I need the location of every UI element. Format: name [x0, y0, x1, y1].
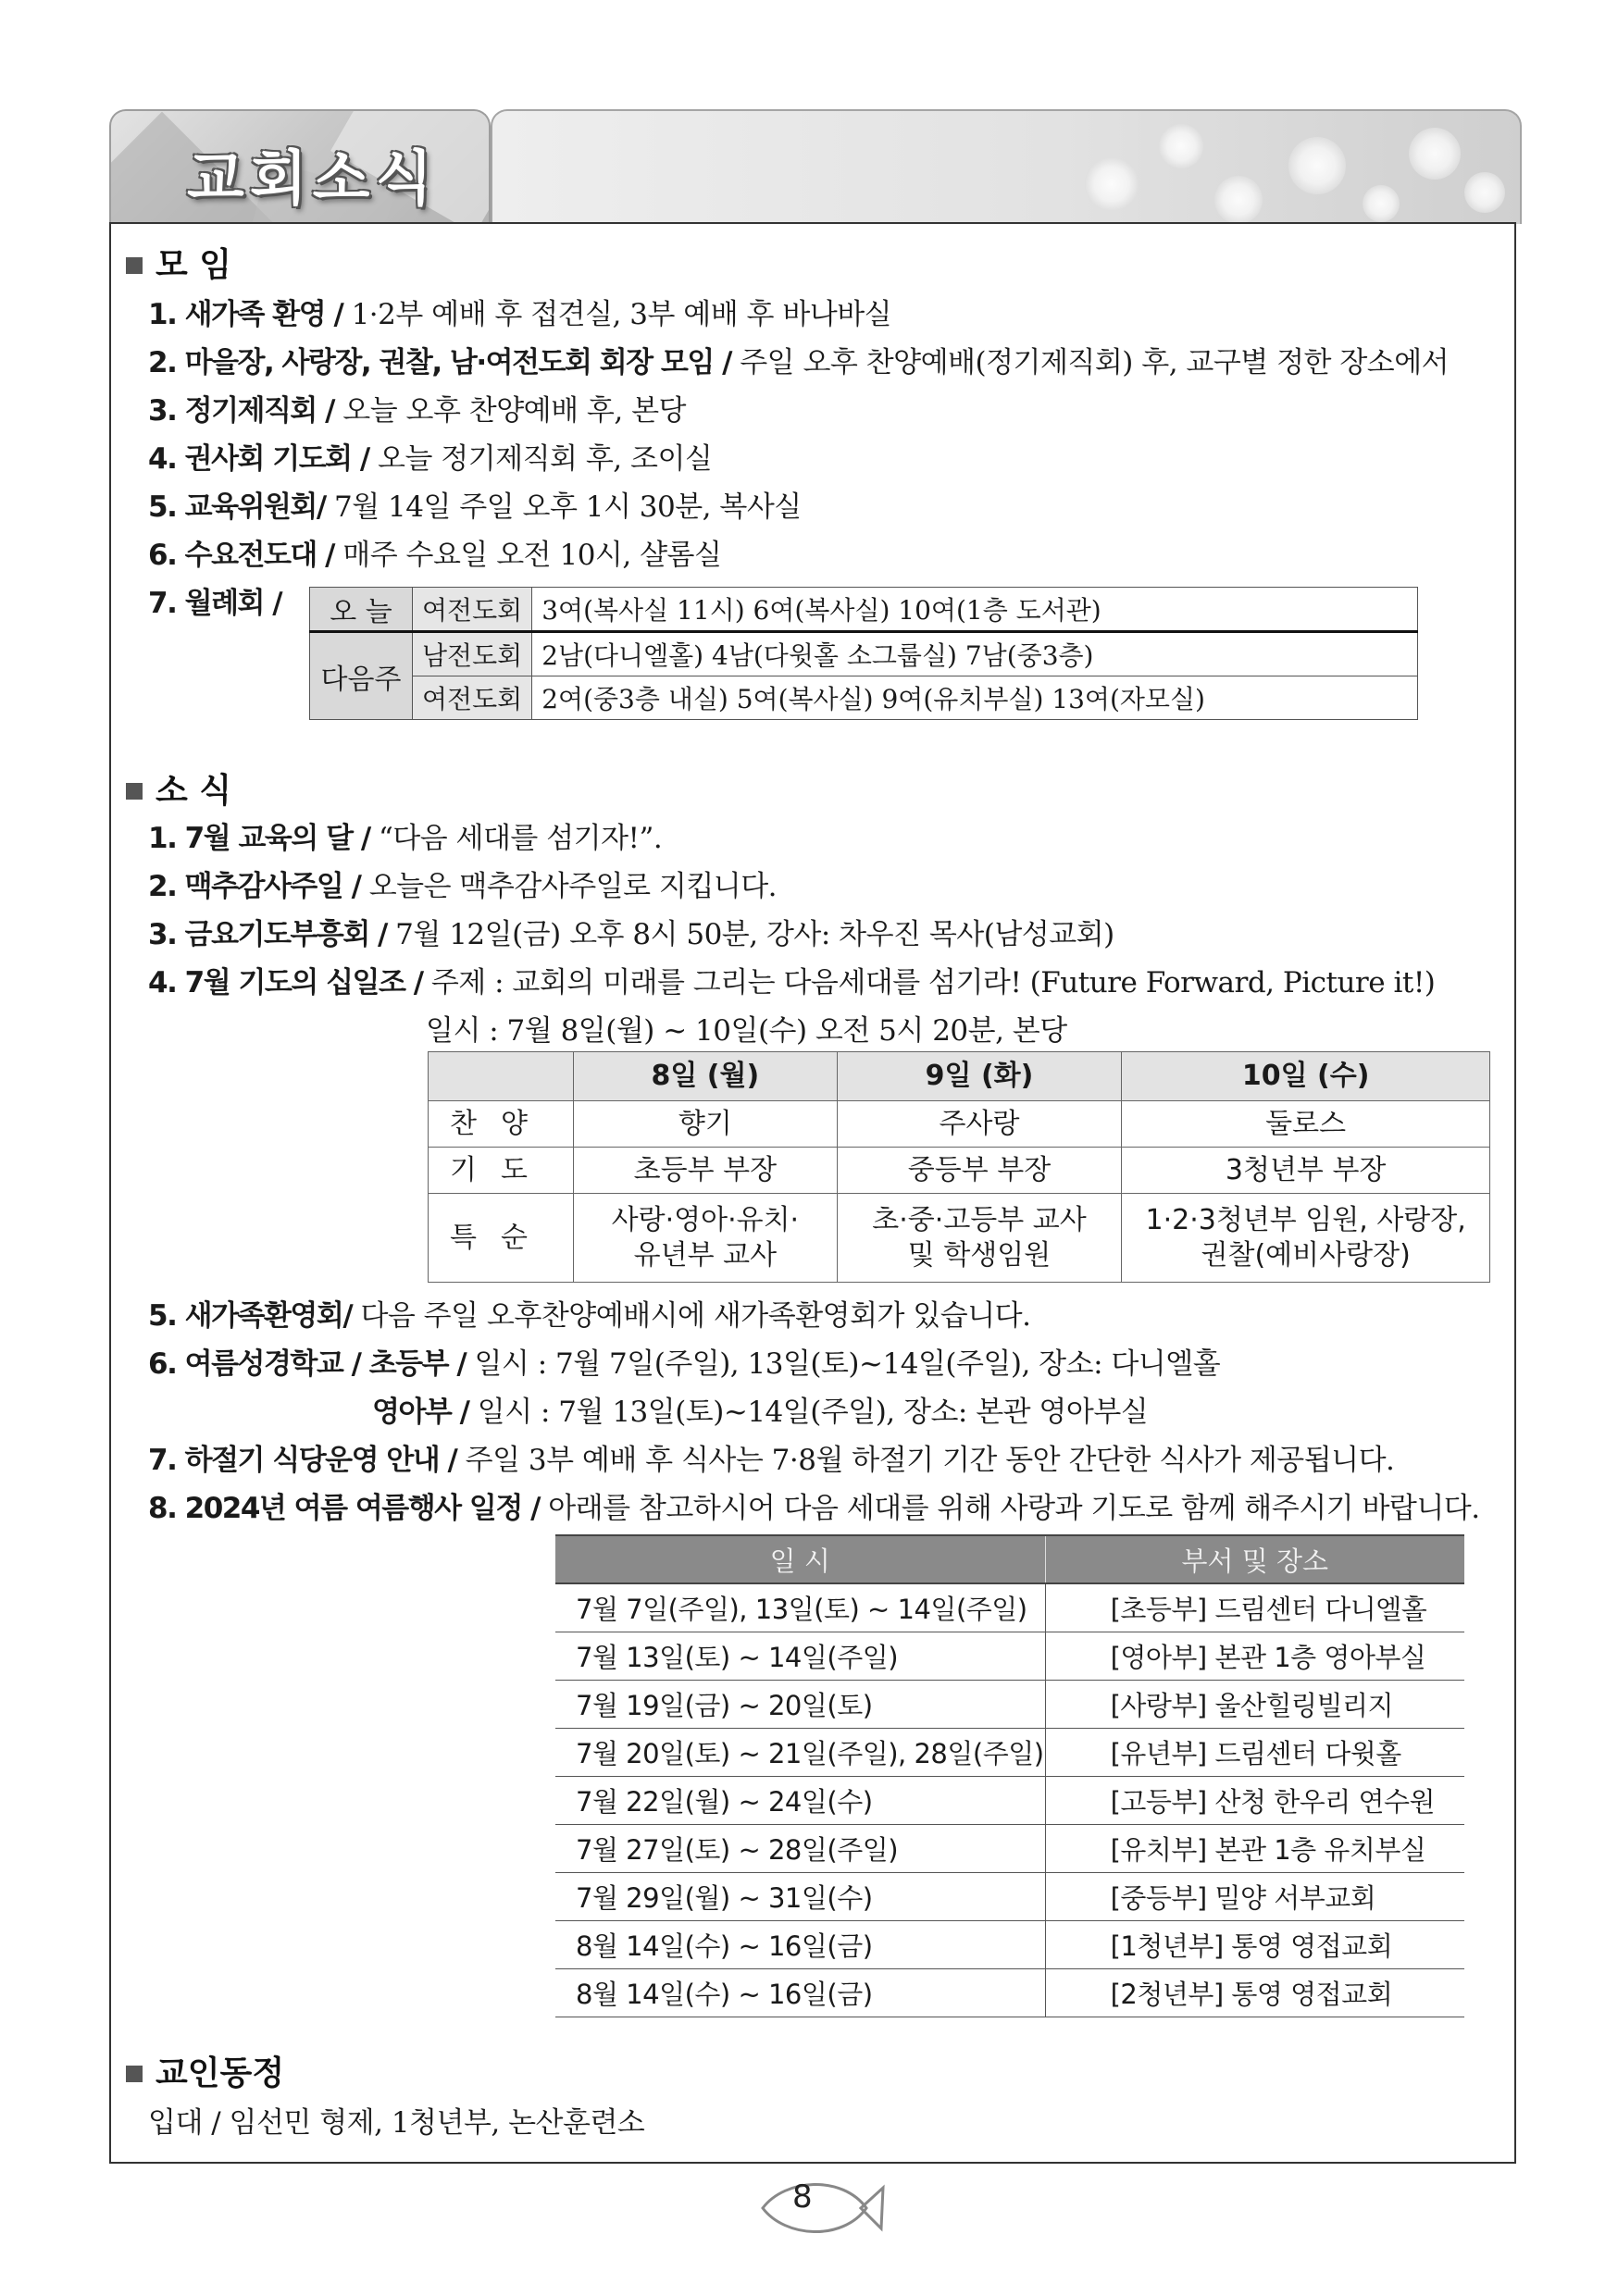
news-item: 2. 맥추감사주일 / 오늘은 맥추감사주일로 지킵니다.: [148, 870, 778, 903]
members-text: 입대 / 임선민 형제, 1청년부, 논산훈련소: [148, 2106, 645, 2140]
table-row: 8월 14일(수) ~ 16일(금) [1청년부] 통영 영접교회: [555, 1921, 1464, 1969]
page-title: 교회소식: [187, 145, 439, 214]
fish-icon: [757, 2173, 887, 2243]
prayer-date: 일시 : 7월 8일(월) ~ 10일(수) 오전 5시 20분, 본당: [426, 1014, 1067, 1048]
meeting-item: 3. 정기제직회 / 오늘 오후 찬양예배 후, 본당: [148, 394, 686, 428]
schedule-header-place: 부서 및 장소: [1045, 1535, 1464, 1583]
table-row: 7월 20일(토) ~ 21일(주일), 28일(주일) [유년부] 드림센터 다윗홀: [555, 1729, 1464, 1777]
prayer-cell: 사랑·영아·유치·유년부 교사: [574, 1194, 838, 1283]
header-decoration-panel: [491, 109, 1522, 224]
prayer-cell: 향기: [574, 1101, 838, 1148]
meeting-item: 2. 마을장, 사랑장, 권찰, 남·여전도회 회장 모임 / 주일 오후 찬양예배(정기제직회) 후, 교구별 정한 장소에서: [148, 346, 1450, 379]
square-bullet-icon: [126, 783, 143, 800]
schedule-header-date: 일 시: [555, 1535, 1045, 1583]
section-heading-news: 소 식: [126, 764, 231, 812]
section-heading-meeting: 모 임: [126, 239, 231, 286]
prayer-cell: 1·2·3청년부 임원, 사랑장, 권찰(예비사랑장): [1122, 1194, 1490, 1283]
blossom-icon: [1214, 176, 1263, 224]
news-item: 3. 금요기도부흥회 / 7월 12일(금) 오후 8시 50분, 강사: 차우진 목사(남성교회): [148, 918, 1114, 951]
news-item: 4. 7월 기도의 십일조 / 주제 : 교회의 미래를 그리는 다음세대를 섬기라! (Future Forward, Picture it!): [148, 966, 1436, 999]
square-bullet-icon: [126, 2066, 143, 2082]
group-cell: 남전도회: [413, 632, 532, 676]
blossom-icon: [1159, 124, 1203, 168]
news-item: 영아부 / 일시 : 7월 13일(토)~14일(주일), 장소: 본관 영아부실: [372, 1396, 1149, 1429]
today-label: 오 늘: [310, 588, 413, 632]
prayer-cell: 3청년부 부장: [1122, 1148, 1490, 1194]
news-item: 1. 7월 교육의 달 / “다음 세대를 섬기자!”.: [148, 822, 663, 855]
detail-cell: 2여(중3층 내실) 5여(복사실) 9여(유치부실) 13여(자모실): [532, 676, 1418, 720]
blossom-icon: [1464, 172, 1505, 213]
blossom-icon: [1409, 128, 1461, 180]
news-item: 6. 여름성경학교 / 초등부 / 일시 : 7월 7일(주일), 13일(토)~14일(주일), 장소: 다니엘홀: [148, 1347, 1221, 1381]
blossom-icon: [1363, 185, 1400, 222]
blossom-icon: [1288, 137, 1346, 194]
meeting-item: 1. 새가족 환영 / 1·2부 예배 후 접견실, 3부 예배 후 바나바실: [148, 298, 892, 331]
day-header: 10일 (수): [1122, 1052, 1490, 1101]
day-header: 8일 (월): [574, 1052, 838, 1101]
table-row: 7월 13일(토) ~ 14일(주일) [영아부] 본관 1층 영아부실: [555, 1632, 1464, 1681]
group-cell: 여전도회: [413, 676, 532, 720]
news-item: 7. 하절기 식당운영 안내 / 주일 3부 예배 후 식사는 7·8월 하절기 기간 동안 간단한 식사가 제공됩니다.: [148, 1444, 1395, 1477]
table-row: 7월 29일(월) ~ 31일(수) [중등부] 밀양 서부교회: [555, 1873, 1464, 1921]
header-title-panel: [109, 109, 491, 224]
detail-cell: 3여(복사실 11시) 6여(복사실) 10여(1층 도서관): [532, 588, 1418, 632]
day-header: 9일 (화): [837, 1052, 1122, 1101]
meeting-item: 4. 권사회 기도회 / 오늘 정기제직회 후, 조이실: [148, 442, 713, 476]
meeting-item: 5. 교육위원회/ 7월 14일 주일 오후 1시 30분, 복사실: [148, 490, 802, 524]
row-label: 특순: [429, 1194, 574, 1283]
prayer-cell: 초·중·고등부 교사 및 학생임원: [837, 1194, 1122, 1283]
group-cell: 여전도회: [413, 588, 532, 632]
summer-event-schedule-table: [555, 1534, 1464, 2017]
news-item: 5. 새가족환영회/ 다음 주일 오후찬양예배시에 새가족환영회가 있습니다.: [148, 1299, 1031, 1333]
blossom-icon: [1085, 157, 1139, 211]
row-label: 기도: [429, 1148, 574, 1194]
monthly-meeting-table: [309, 587, 1418, 720]
detail-cell: 2남(다니엘홀) 4남(다윗홀 소그룹실) 7남(중3층): [532, 632, 1418, 676]
table-row: 7월 19일(금) ~ 20일(토) [사랑부] 울산힐링빌리지: [555, 1681, 1464, 1729]
prayer-cell: 주사랑: [837, 1101, 1122, 1148]
next-week-label: 다음주: [310, 632, 413, 720]
section-heading-members: 교인동정: [126, 2047, 284, 2094]
meeting-item: 6. 수요전도대 / 매주 수요일 오전 10시, 샬롬실: [148, 539, 722, 572]
news-item: 8. 2024년 여름 여름행사 일정 / 아래를 참고하시어 다음 세대를 위해 사랑과 기도로 함께 해주시기 바랍니다.: [148, 1492, 1480, 1525]
prayer-cell: 초등부 부장: [574, 1148, 838, 1194]
prayer-cell: 중등부 부장: [837, 1148, 1122, 1194]
square-bullet-icon: [126, 257, 143, 274]
meeting-item: 7. 월례회 /: [148, 587, 282, 620]
table-row: 7월 22일(월) ~ 24일(수) [고등부] 산청 한우리 연수원: [555, 1777, 1464, 1825]
corner-cell: [429, 1052, 574, 1101]
table-row: 7월 27일(토) ~ 28일(주일) [유치부] 본관 1층 유치부실: [555, 1825, 1464, 1873]
prayer-cell: 둘로스: [1122, 1101, 1490, 1148]
prayer-schedule-table: [428, 1051, 1490, 1283]
table-row: 7월 7일(주일), 13일(토) ~ 14일(주일) [초등부] 드림센터 다니엘홀: [555, 1583, 1464, 1632]
row-label: 찬양: [429, 1101, 574, 1148]
page-number: 8: [792, 2178, 813, 2215]
table-row: 8월 14일(수) ~ 16일(금) [2청년부] 통영 영접교회: [555, 1969, 1464, 2017]
